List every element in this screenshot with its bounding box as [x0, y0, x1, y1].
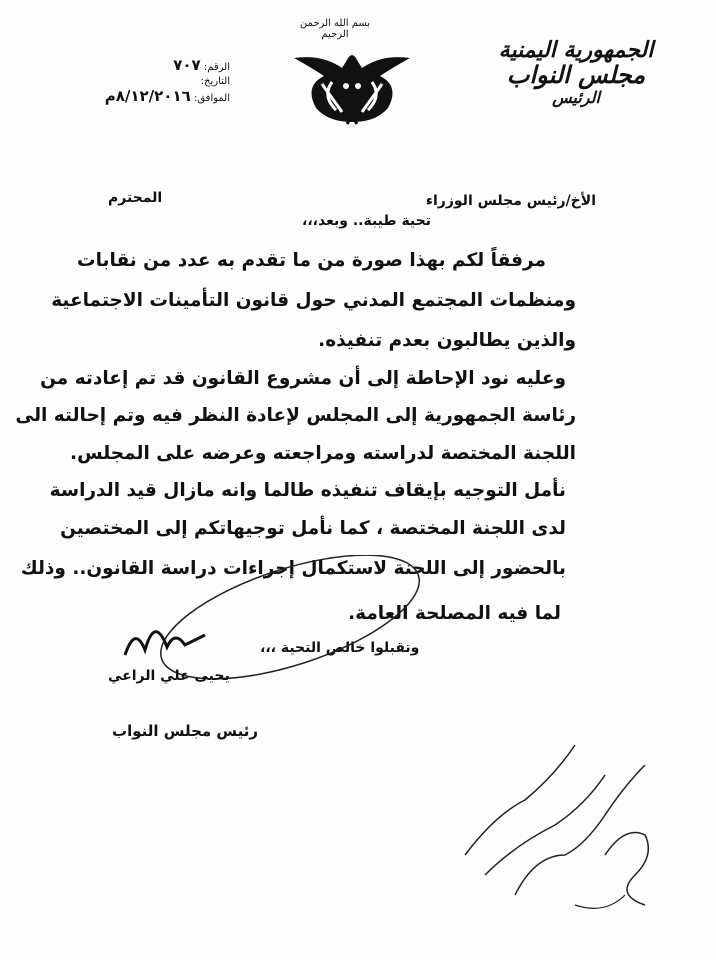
body-line: لدى اللجنة المختصة ، كما نأمل توجيهاتكم إلى المختصين [60, 518, 566, 539]
letter-date: ٨/١٢/٢٠١٦م [104, 87, 191, 105]
ref-number: ٧٠٧ [173, 56, 201, 74]
honorific: المحترم [108, 190, 163, 206]
body-line: اللجنة المختصة لدراسته ومراجعته وعرضه على المجلس. [70, 443, 576, 464]
greeting: تحية طيبة.. وبعد،،، [302, 213, 431, 229]
body-line: نأمل التوجيه بإيقاف تنفيذه طالما وانه مازال قيد الدراسة [49, 480, 566, 501]
institution-name: مجلس النواب [506, 60, 646, 90]
body-line: والذين يطالبون بعدم تنفيذه. [318, 330, 576, 351]
basmala: بسم الله الرحمن الرحيم [299, 18, 371, 40]
body-line: مرفقاً لكم بهذا صورة من ما تقدم به عدد من نقابات [77, 250, 546, 271]
addressee: الأخ/رئيس مجلس الوزراء [425, 193, 596, 209]
signatory-name: يحيى علي الراعي [108, 668, 230, 684]
body-line: ومنظمات المجتمع المدني حول قانون التأمينات الاجتماعية [51, 290, 576, 311]
signature-icon [115, 555, 425, 685]
body-line: وعليه نود الإحاطة إلى أن مشروع القانون قد تم إعادته من [40, 368, 566, 389]
date-label: التاريخ: [200, 76, 230, 87]
signatory-title: رئيس مجلس النواب [112, 722, 258, 740]
national-emblem-icon [292, 46, 412, 126]
ref-number-label: الرقم: [203, 62, 230, 73]
hijri-label: الموافق: [193, 93, 230, 104]
closing: وتقبلوا خالص التحية ،،، [260, 640, 420, 656]
body-line: بالحضور إلى اللجنة لاستكمال إجراءات دراسة القانون.. وذلك [20, 558, 566, 579]
office-name: الرئيس [552, 87, 600, 107]
country-name: الجمهورية اليمنية [498, 37, 654, 63]
body-line: رئاسة الجمهورية إلى المجلس لإعادة النظر فيه وتم إحالته الى [15, 405, 576, 426]
handwritten-annotation-icon [455, 705, 695, 925]
letterhead-title [476, 38, 676, 106]
body-line: لما فيه المصلحة العامة. [348, 603, 561, 624]
reference-block [40, 58, 230, 106]
